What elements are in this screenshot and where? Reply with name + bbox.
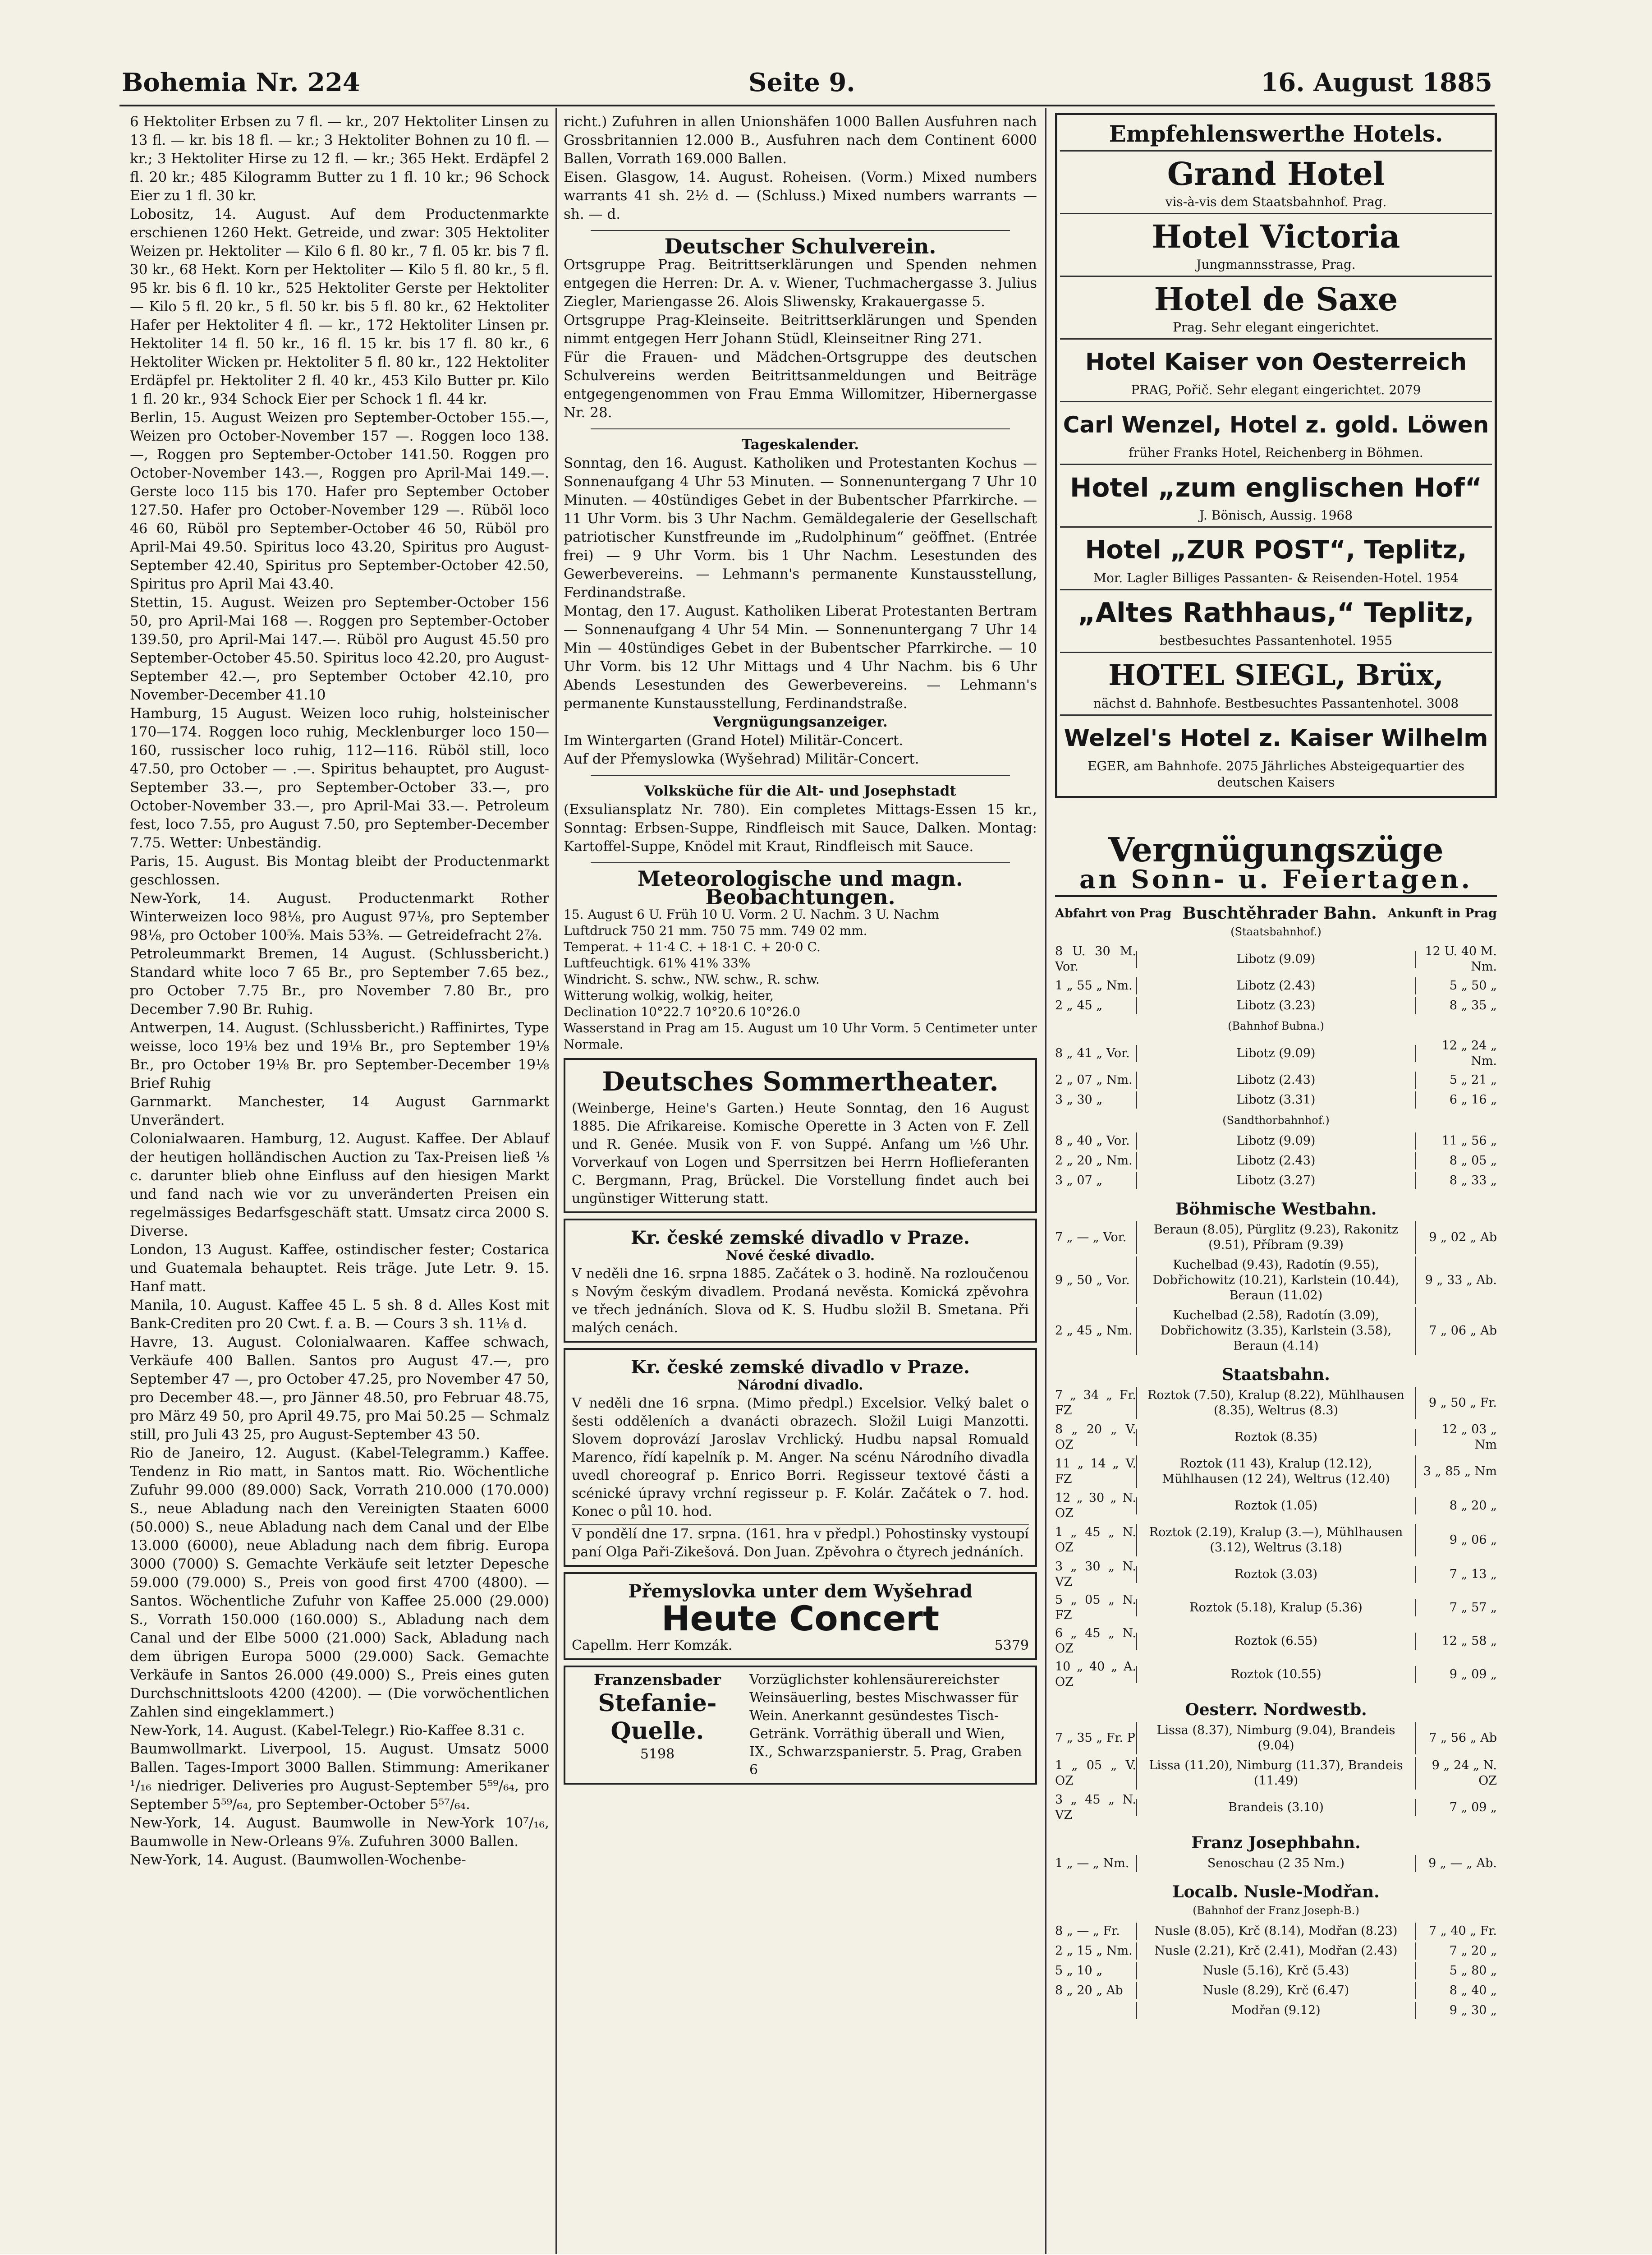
concert-headline: Heute Concert <box>661 1598 940 1638</box>
market-report: New-York, 14. August. Productenmarkt Rother Winterweizen loco 98⅛, pro August 97⅛, pro September 98⅛, pro October 100⅝. Mais 53⅜. — Getreidefracht 2⅞. <box>130 890 549 943</box>
excursion-trains-title: Vergnügungszüge <box>1108 831 1444 870</box>
timetable-section-subtitle: (Staatsbahnhof.) <box>1230 925 1322 938</box>
timetable-departure: 11 „ 14 „ V. FZ <box>1055 1457 1136 1486</box>
timetable-departure: 7 „ 35 „ Fr. P <box>1055 1731 1135 1745</box>
meteorology-row: 15. August 6 U. Früh 10 U. Vorm. 2 U. Nachm. 3 U. Nachm <box>564 907 939 922</box>
timetable-stations: Libotz (9.09) <box>1136 1045 1416 1062</box>
hotel-entry: Hotel de Saxe Prag. Sehr elegant eingerichtet. <box>1060 277 1492 340</box>
timetable-row <box>1055 1491 1497 1521</box>
market-report: Baumwollmarkt. Liverpool, 15. August. Umsatz 5000 Ballen. Tages-Import 3000 Ballen. Stimmung: Amerikaner ¹/₁₆ niedriger. Deliveries pro August-September 5⁵⁹/₆₄, pro September 5⁵⁹/₆₄, pro September-October 5⁵⁷/₆₄. <box>130 1741 549 1813</box>
timetable-row <box>1055 977 1497 994</box>
timetable-departure: 9 „ 50 „ Vor. <box>1055 1273 1130 1287</box>
schulverein-notice: Ortsgruppe Prag. Beitrittserklärungen und Spenden nehmen entgegen die Herren: Dr. A. v. Wiener, Tuchmachergasse 3. Julius Ziegler, Mariengasse 26. Alois Sliwensky, Krakauergasse 5. <box>564 257 1037 310</box>
hotel-entry: Hotel Kaiser von Oesterreich PRAG, Pořič. Sehr elegant eingerichtet. 2079 <box>1060 340 1492 402</box>
timetable-departure: 12 „ 30 „ N. OZ <box>1055 1491 1136 1520</box>
market-report: Paris, 15. August. Bis Montag bleibt der Productenmarkt geschlossen. <box>130 853 549 888</box>
timetable-arrival: 9 „ 50 „ Fr. <box>1428 1396 1497 1410</box>
market-reports-column <box>130 113 549 1869</box>
market-report: Rio de Janeiro, 12. August. (Kabel-Telegramm.) Kaffee. Tendenz in Rio matt, in Santos matt. Rio. Wöchentliche Zufuhr 99.000 (89.000) Sack, Vorrath 210.000 (170.000) S., neue Abladung nach den Vereinigten Staaten 6000 (50.000) S., neue Abladung nach dem Canal und der Elbe 13.000 (6000), neue Abladung nach dem fibrig. Europa 3000 (7000) S. Gemachte Verkäufe seit letzter Depesche 59.000 (79.000) S., Preis von good first 4700 (4800). — Santos. Wöchentliche Zufuhr von Kaffee 25.000 (29.000) S., Vorrath 150.000 (160.000) S., Abladung nach dem Canal und der Elbe 5000 (21.000) Sack, Abladung nach dem übrigen Europa 5000 (29.000) Sack. Gemachte Verkäufe in Santos 26.000 (49.000) S., Preis eines guten Durchschnittsloots 4200 (4200). — (Die vorwöchentlichen Zahlen sind eingeklammert.) <box>130 1445 549 1720</box>
excursion-trains-subtitle: an Sonn- u. Feiertagen. <box>1055 870 1497 897</box>
timetable-stations: Modřan (9.12) <box>1136 2002 1416 2019</box>
header-page-number: Seite 9. <box>748 68 855 97</box>
czech-theatre-text: V neděli dne 16. srpna 1885. Začátek o 3. hodině. Na rozloučenou s Novým českým divadlem. Prodaná nevěsta. Komická zpěvohra ve třech jednáních. Slova od K. S. Hudbu složil B. Smetana. Při malých cenách. <box>572 1266 1029 1336</box>
hotel-entry: HOTEL SIEGL, Brüx, nächst d. Bahnhofe. Bestbesuchtes Passantenhotel. 3008 <box>1060 653 1492 716</box>
timetable-arrival: 7 „ 56 „ Ab <box>1429 1731 1497 1745</box>
timetable-departure: 8 „ 20 „ Ab <box>1055 1983 1123 1997</box>
timetable-stations: Brandeis (3.10) <box>1136 1799 1416 1816</box>
notices-column <box>564 113 1037 1790</box>
timetable-departure: 8 „ 40 „ Vor. <box>1055 1134 1130 1148</box>
timetable-departure: 1 „ 05 „ V. OZ <box>1055 1758 1136 1788</box>
timetable-row <box>1055 1091 1497 1109</box>
market-report: Antwerpen, 14. August. (Schlussbericht.) Raffinirtes, Type weisse, loco 19⅛ bez und 19⅛ Br., pro September 19⅛ Br., pro October 19⅛ Br. pro September-December 19⅛ Brief Ruhig <box>130 1020 549 1091</box>
czech-theatre-ad-1 <box>564 1219 1037 1343</box>
market-report: New-York, 14. August. (Kabel-Telegr.) Rio-Kaffee 8.31 c. <box>130 1722 525 1739</box>
concert-conductor: Capellm. Herr Komzák. <box>572 1638 733 1653</box>
timetable-stations: Libotz (2.43) <box>1136 977 1416 994</box>
timetable-stations: Nusle (8.05), Krč (8.14), Modřan (8.23) <box>1136 1923 1416 1940</box>
timetable-section-title: Böhmische Westbahn. <box>1175 1200 1377 1219</box>
timetable-stations: Libotz (2.43) <box>1136 1152 1416 1169</box>
timetable-row <box>1055 1592 1497 1623</box>
timetable-arrival: 9 „ 06 „ <box>1449 1533 1497 1547</box>
czech-theatre-subtitle: Nové české divadlo. <box>725 1248 875 1264</box>
timetable-arrival: 8 „ 35 „ <box>1449 999 1497 1012</box>
header-paper-name: Bohemia Nr. 224 <box>122 68 360 97</box>
timetable-departure: 8 „ 20 „ V. OZ <box>1055 1422 1136 1452</box>
timetable-departure: 3 „ 07 „ <box>1055 1174 1103 1187</box>
timetable-section-title: Franz Josephbahn. <box>1191 1833 1361 1852</box>
timetable-arrival: 9 „ 33 „ Ab. <box>1425 1273 1497 1287</box>
stefanie-brand-name: Stefanie-Quelle. <box>598 1689 717 1745</box>
czech-theatre-subtitle: Národní divadlo. <box>737 1377 863 1393</box>
market-report: New-York, 14. August. Baumwolle in New-York 10⁷/₁₆, Baumwolle in New-Orleans 9⅞. Zufuhren 3000 Ballen. <box>130 1815 549 1850</box>
column-divider-2 <box>1045 108 1046 2255</box>
timetable-arrival: 7 „ 20 „ <box>1449 1944 1497 1958</box>
timetable-row <box>1055 997 1497 1014</box>
timetable-row <box>1055 1722 1497 1754</box>
timetable-row <box>1055 1962 1497 1979</box>
timetable-section-subtitle: (Bahnhof der Franz Joseph-B.) <box>1193 1904 1359 1917</box>
timetable-stations: Beraun (8.05), Pürglitz (9.23), Rakonitz (9.51), Příbram (9.39) <box>1136 1221 1416 1254</box>
market-report: Havre, 13. August. Colonialwaaren. Kaffee schwach, Verkäufe 400 Ballen. Santos pro August 47.—, pro September 47 —, pro October 47.25, pro November 47 50, pro December 48.—, pro Jänner 48.50, pro Februar 48.75, pro März 49 50, pro April 49.75, pro Mai 50.25 — Schmalz still, pro Juli 43 25, pro August-September 43 50. <box>130 1334 549 1443</box>
timetable-row <box>1055 1626 1497 1657</box>
timetable-arrival: 8 „ 33 „ <box>1449 1174 1497 1187</box>
timetable-arrival: 5 „ 21 „ <box>1449 1073 1497 1087</box>
timetable-stations: Libotz (3.27) <box>1136 1172 1416 1189</box>
hotel-entry: „Altes Rathhaus,“ Teplitz, bestbesuchtes Passantenhotel. 1955 <box>1060 590 1492 653</box>
divider <box>591 230 1010 231</box>
timetable-stations: Roztok (6.55) <box>1136 1633 1416 1650</box>
vergnuegung-entry: Auf der Přemyslowka (Wyšehrad) Militär-Concert. <box>564 751 919 767</box>
timetable-section-title: Oesterr. Nordwestb. <box>1185 1700 1367 1719</box>
timetable-stations: Nusle (2.21), Krč (2.41), Modřan (2.43) <box>1136 1942 1416 1960</box>
czech-theatre-title: Kr. české zemské divadlo v Praze. <box>631 1357 970 1378</box>
timetable-stations: Roztok (10.55) <box>1136 1666 1416 1683</box>
timetable-stations: Libotz (2.43) <box>1136 1072 1416 1089</box>
market-report: Lobositz, 14. August. Auf dem Productenmarkte erschienen 1260 Hekt. Getreide, und zwar: 305 Hektoliter Weizen pr. Hektoliter — Kilo 6 fl. 80 kr., 7 fl. 05 kr. bis 7 fl. 30 kr., 68 Hekt. Korn per Hektoliter — Kilo 5 fl. 80 kr., 5 fl. 95 kr. bis 6 fl. 10 kr., 525 Hektoliter Gerste per Hektoliter — Kilo 5 fl. 20 kr., 5 fl. 50 kr. bis 5 fl. 80 kr., 62 Hektoliter Hafer per Hektoliter 4 fl. — kr., 172 Hektoliter Linsen pr. Hektoliter 14 fl. 50 kr., 16 fl. 15 kr. bis 17 fl. 80 kr., 6 Hektoliter Wicken pr. Hektoliter 5 fl. 80 kr., 122 Hektoliter Erdäpfel pr. Hektoliter 2 fl. 40 kr., 453 Kilo Butter pr. Kilo 1 fl. 20 kr., 934 Schock Eier per Schock 1 fl. 44 kr. <box>130 206 549 407</box>
glasgow-iron-report: Eisen. Glasgow, 14. August. Roheisen. (Vorm.) Mixed numbers warrants 41 sh. 2½ d. — (Schluss.) Mixed numbers warrants — sh. — d. <box>564 169 1037 222</box>
timetable-stations: Roztok (11 43), Kralup (12.12), Mühlhausen (12 24), Weltrus (12.40) <box>1136 1455 1416 1488</box>
timetable-stations: Nusle (5.16), Krč (5.43) <box>1136 1962 1416 1979</box>
vergnuegung-title: Vergnügungsanzeiger. <box>713 714 888 730</box>
tageskalender-entry: Sonntag, den 16. August. Katholiken und Protestanten Kochus — Sonnenaufgang 4 Uhr 53 Minuten. — Sonnenuntergang 7 Uhr 10 Minuten. — 40stündiges Gebet in der Bubentscher Pfarrkirche. — 11 Uhr Vorm. bis 3 Uhr Nachm. Gemäldegalerie der Gesellschaft patriotischer Kunstfreunde im „Rudolphinum“ geöffnet. (Entrée frei) — 9 Uhr Vorm. bis 1 Uhr Nachm. Lesestunden des Gewerbevereins. — Lehmann's permanente Kunstausstellung, Ferdinandstraße. <box>564 455 1037 601</box>
vergnuegung-entry: Im Wintergarten (Grand Hotel) Militär-Concert. <box>564 732 904 749</box>
timetable-row <box>1055 2002 1497 2019</box>
timetable-section-subtitle: (Sandthorbahnhof.) <box>1222 1114 1330 1127</box>
market-report: 6 Hektoliter Erbsen zu 7 fl. — kr., 207 Hektoliter Linsen zu 13 fl. — kr. bis 18 fl. — kr.; 3 Hektoliter Bohnen zu 10 fl. — kr.; 3 Hektoliter Hirse zu 12 fl. — kr.; 365 Hekt. Erdäpfel 2 fl. 20 kr.; 485 Kilogramm Butter zu 1 fl. 10 kr.; 96 Schock Eier zu 1 fl. 30 kr. <box>130 114 549 204</box>
timetable-departure: 8 „ — „ Fr. <box>1055 1924 1120 1938</box>
stefanie-brand-prefix: Franzensbader <box>593 1671 721 1689</box>
timetable-arrival: 12 U. 40 M. Nm. <box>1425 944 1497 974</box>
timetable-stations: Kuchelbad (2.58), Radotín (3.09), Dobřichowitz (3.35), Karlstein (3.58), Beraun (4.14) <box>1136 1307 1416 1355</box>
timetable-departure: 2 „ 07 „ Nm. <box>1055 1073 1133 1087</box>
timetable-stations: Libotz (9.09) <box>1136 951 1416 968</box>
timetable-departure: 1 „ 55 „ Nm. <box>1055 979 1133 993</box>
timetable-departure: 8 U. 30 M. Vor. <box>1055 944 1136 974</box>
stefanie-description: Vorzüglichster kohlensäurereichster Weinsäuerling, bestes Mischwasser für Wein. Anerkannt gesündestes Tisch-Getränk. Vorräthig überall und Wien, IX., Schwarzspanierstr. 5. Prag, Graben 6 <box>749 1672 1022 1778</box>
timetable-arrival: 8 „ 05 „ <box>1449 1154 1497 1168</box>
timetable-row <box>1055 1256 1497 1304</box>
hotel-entry: Hotel „ZUR POST“, Teplitz, Mor. Lagler Billiges Passanten- & Reisenden-Hotel. 1954 <box>1060 528 1492 590</box>
timetable-row <box>1055 1855 1497 1872</box>
timetable-row <box>1055 1072 1497 1089</box>
timetable-arrival: 3 „ 85 „ Nm <box>1423 1464 1497 1478</box>
market-report: London, 13 August. Kaffee, ostindischer fester; Costarica und Guatemala behauptet. Reis träge. Jute Letr. 9. 15. Hanf matt. <box>130 1242 549 1295</box>
sommertheater-ad <box>564 1058 1037 1213</box>
czech-theatre-text: V pondělí dne 17. srpna. (161. hra v předpl.) Pohostinsky vystoupí paní Olga Paři-Zikešová. Don Juan. Zpěvohra o čtyrech jednáních. <box>572 1524 1029 1561</box>
market-report: Berlin, 15. August Weizen pro September-October 155.—, Weizen pro October-November 157 —. Roggen loco 138.—, Roggen pro September-October 141.50. Roggen pro October-November 143.—, Roggen pro April-Mai 149.—. Gerste loco 115 bis 170. Hafer pro September October 127.50. Hafer pro October-November 129 —. Rüböl loco 46 60, Rüböl pro September-October 46 50, Rüböl pro April-Mai 49.50. Spiritus loco 43.20, Spiritus pro August-September 42.40, Spiritus pro September-October 42.50, Spiritus pro April Mai 43.40. <box>130 410 549 592</box>
market-report: Petroleummarkt Bremen, 14 August. (Schlussbericht.) Standard white loco 7 65 Br., pro September 7.65 bez., pro October 7.75 Br., pro November 7.80 Br., pro December 7.90 Br. Ruhig. <box>130 946 549 1017</box>
timetable-row <box>1055 1387 1497 1419</box>
timetable-arrival: 7 „ 13 „ <box>1449 1567 1497 1581</box>
timetable-departure: 2 „ 45 „ Nm. <box>1055 1324 1133 1338</box>
tageskalender-entry: Montag, den 17. August. Katholiken Liberat Protestanten Bertram — Sonnenaufgang 4 Uhr 54 Min. — Sonnenuntergang 7 Uhr 14 Min — 40stündiges Gebet in der Bubentscher Pfarrkirche. — 10 Uhr Vorm. bis 12 Uhr Mittags und 4 Uhr Nachm. bis 6 Uhr Abends Lesestunden des Gewerbevereins. — Lehmann's permanente Kunstausstellung, Ferdinandstraße. <box>564 603 1037 712</box>
meteorology-row: Declination 10°22.7 10°20.6 10°26.0 <box>564 1004 801 1019</box>
market-report: Garnmarkt. Manchester, 14 August Garnmarkt Unverändert. <box>130 1094 549 1128</box>
meteorology-row: Wasserstand in Prag am 15. August um 10 Uhr Vorm. 5 Centimeter unter Normale. <box>564 1021 1037 1052</box>
tageskalender-title: Tageskalender. <box>741 437 859 453</box>
timetable-arrival: 7 „ 09 „ <box>1449 1800 1497 1814</box>
timetable-departure: 5 „ 10 „ <box>1055 1964 1103 1978</box>
timetable-row <box>1055 1307 1497 1355</box>
timetable <box>1055 923 1497 2019</box>
header-date: 16. August 1885 <box>1261 68 1492 97</box>
timetable-stations: Roztok (2.19), Kralup (3.—), Mühlhausen (3.12), Weltrus (3.18) <box>1136 1524 1416 1556</box>
meteorology-row: Windricht. S. schw., NW. schw., R. schw. <box>564 972 820 987</box>
hotel-entry: Carl Wenzel, Hotel z. gold. Löwen früher Franks Hotel, Reichenberg in Böhmen. <box>1060 402 1492 465</box>
premyslovka-ad <box>564 1572 1037 1660</box>
timetable-row <box>1055 1942 1497 1960</box>
timetable-departure: 10 „ 40 „ A. OZ <box>1055 1660 1136 1689</box>
timetable-row <box>1055 1172 1497 1189</box>
divider <box>591 862 1010 863</box>
hotel-entry: Hotel Victoria Jungmannsstrasse, Prag. <box>1060 214 1492 277</box>
meteorology-row: Luftfeuchtigk. 61% 41% 33% <box>564 956 751 971</box>
timetable-arrival: 12 „ 24 „ Nm. <box>1441 1039 1497 1068</box>
timetable-arrival: 8 „ 40 „ <box>1449 1983 1497 1997</box>
timetable-arrival: 9 „ 09 „ <box>1449 1667 1497 1681</box>
timetable-departure: 2 „ 15 „ Nm. <box>1055 1944 1133 1958</box>
czech-theatre-ad-2 <box>564 1348 1037 1567</box>
timetable-arrival: 5 „ 50 „ <box>1449 979 1497 993</box>
timetable-arrival: 12 „ 03 „ Nm <box>1441 1422 1497 1452</box>
volkskueche-menu: (Exsuliansplatz Nr. 780). Ein completes Mittags-Essen 15 kr., Sonntag: Erbsen-Suppe, Rindfleisch mit Sauce, Dalken. Montag: Kartoffel-Suppe, Knödel mit Kraut, Rindfleisch mit Sauce. <box>564 801 1037 855</box>
timetable-departure-label: Abfahrt von Prag <box>1055 907 1172 920</box>
timetable-section-title: Localb. Nusle-Modřan. <box>1172 1882 1380 1901</box>
page-header <box>122 68 1492 104</box>
timetable-arrival: 5 „ 80 „ <box>1449 1964 1497 1978</box>
cotton-report-continued: richt.) Zufuhren in allen Unionshäfen 1000 Ballen Ausfuhren nach Grossbritannien 12.000 B., Ausfuhren nach dem Continent 6000 Ballen, Vorrath 169.000 Ballen. <box>564 114 1037 167</box>
sommertheater-text: (Weinberge, Heine's Garten.) Heute Sonntag, den 16 August 1885. Die Afrikareise. Komische Operette in 3 Acten von F. Zell und R. Genée. Musik von F. von Suppé. Anfang um ½6 Uhr. Vorverkauf von Logen und Sperrsitzen bei Herrn Hoflieferanten C. Bergmann, Prag, Brückel. Die Vorstellung findet auch bei ungünstiger Witterung statt. <box>572 1100 1029 1206</box>
timetable-arrival: 6 „ 16 „ <box>1449 1093 1497 1107</box>
timetable-stations: Kuchelbad (9.43), Radotín (9.55), Dobřichowitz (10.21), Karlstein (10.44), Beraun (11.02) <box>1136 1256 1416 1304</box>
timetable-arrival: 7 „ 57 „ <box>1449 1601 1497 1615</box>
timetable-departure: 6 „ 45 „ N. OZ <box>1055 1626 1136 1656</box>
schulverein-notice: Für die Frauen- und Mädchen-Ortsgruppe des deutschen Schulvereins werden Beitrittsanmeldungen und Beiträge entgegengenommen von Frau Emma Willomitzer, Hibernergasse Nr. 28. <box>564 349 1037 421</box>
timetable-section-title: Staatsbahn. <box>1222 1365 1330 1384</box>
premyslovka-title: Přemyslovka unter dem Wyšehrad <box>628 1581 973 1602</box>
hotel-directory <box>1055 113 1497 798</box>
ad-number: 5379 <box>994 1638 1029 1653</box>
czech-theatre-title: Kr. české zemské divadlo v Praze. <box>631 1227 970 1248</box>
timetable-arrival-label: Ankunft in Prag <box>1387 907 1497 920</box>
timetable-arrival: 11 „ 56 „ <box>1441 1134 1497 1148</box>
timetable-stations: Lissa (8.37), Nimburg (9.04), Brandeis (9.04) <box>1136 1722 1416 1754</box>
timetable-departure: 3 „ 30 „ <box>1055 1093 1103 1107</box>
timetable-row <box>1055 1659 1497 1690</box>
market-report: Stettin, 15. August. Weizen pro September-October 156 50, pro April-Mai 168 —. Roggen pro September-October 139.50, pro April-Mai 147.—. Rüböl pro August 45.50 pro September-October 45.50. Spiritus loco 42.20, pro August-September 42.—, pro September October 42.10, pro November-December 41.10 <box>130 594 549 703</box>
divider <box>591 775 1010 776</box>
schulverein-title: Deutscher Schulverein. <box>664 234 936 258</box>
timetable-row <box>1055 1221 1497 1254</box>
timetable-arrival: 9 „ 24 „ N. OZ <box>1432 1758 1497 1788</box>
hotel-directory-header: Empfehlenswerthe Hotels. <box>1060 118 1492 152</box>
sommertheater-title: Deutsches Sommertheater. <box>602 1066 999 1097</box>
timetable-row <box>1055 944 1497 975</box>
schulverein-notice: Ortsgruppe Prag-Kleinseite. Beitrittserklärungen und Spenden nimmt entgegen Herr Johann Stüdl, Kleinseitner Ring 271. <box>564 312 1037 347</box>
timetable-arrival: 9 „ 02 „ Ab <box>1429 1230 1497 1244</box>
timetable-stations: Libotz (3.31) <box>1136 1091 1416 1109</box>
timetable-departure: 5 „ 05 „ N. FZ <box>1055 1593 1136 1622</box>
volkskueche-title: Volksküche für die Alt- und Josephstadt <box>644 783 956 799</box>
timetable-departure: 8 „ 41 „ Vor. <box>1055 1046 1130 1060</box>
timetable-stations: Roztok (8.35) <box>1136 1429 1416 1446</box>
header-rule <box>119 105 1495 106</box>
market-report: Manila, 10. August. Kaffee 45 L. 5 sh. 8 d. Alles Kost mit Bank-Crediten pro 20 Cwt. f. a. B. — Cours 3 sh. 11⅛ d. <box>130 1297 549 1332</box>
timetable-departure: 3 „ 45 „ N. VZ <box>1055 1793 1136 1822</box>
timetable-row <box>1055 1982 1497 1999</box>
timetable-row <box>1055 1757 1497 1790</box>
timetable-header <box>1055 904 1497 923</box>
hotel-entry: Hotel „zum englischen Hof“ J. Bönisch, Aussig. 1968 <box>1060 465 1492 528</box>
meteorology-title: Meteorologische und magn. Beobachtungen. <box>638 866 963 909</box>
timetable-stations: Lissa (11.20), Nimburg (11.37), Brandeis (11.49) <box>1136 1757 1416 1790</box>
timetable-stations: Nusle (8.29), Krč (6.47) <box>1136 1982 1416 1999</box>
timetable-row <box>1055 1455 1497 1488</box>
timetable-railway-name: Buschtěhrader Bahn. <box>1182 904 1377 923</box>
czech-theatre-text: V neděli dne 16 srpna. (Mimo předpl.) Excelsior. Velký balet o šesti odděleních a dvanácti obrazech. Složil Luigi Manzotti. Slovem doprovází Jaroslav Vrchlický. Hudbu napsal Romuald Marenco, řídí kapelník p. M. Anger. Na scénu Národního divadla uvedl choreograf p. Enrico Borri. Regisseur textové části a scénické úpravy vrchní regisseur p. F. Kolár. Začátek o 7. hod. Konec o půl 10. hod. <box>572 1395 1029 1519</box>
market-report: Hamburg, 15 August. Weizen loco ruhig, holsteinischer 170—174. Roggen loco ruhig, Mecklenburger loco 150—160, russischer loco ruhig, 112—116. Rüböl still, loco 47.50, pro October — .—. Spiritus behauptet, pro August-September 33.—, pro September-October 33.—, pro October-November 33.—, pro April-Mai 33.—. Petroleum fest, loco 7.55, pro August 7.50, pro September-December 7.75. Wetter: Unbeständig. <box>130 705 549 851</box>
timetable-departure: 2 „ 20 „ Nm. <box>1055 1154 1133 1168</box>
ad-number: 5198 <box>640 1746 675 1762</box>
hotel-entry: Welzel's Hotel z. Kaiser Wilhelm EGER, am Bahnhofe. 2075 Jährliches Absteigequartier des deutschen Kaisers <box>1064 725 1488 790</box>
timetable-departure: 2 „ 45 „ <box>1055 999 1103 1012</box>
timetable-departure: 7 „ — „ Vor. <box>1055 1230 1127 1244</box>
timetable-section-subtitle: (Bahnhof Bubna.) <box>1228 1020 1324 1032</box>
timetable-stations: Libotz (9.09) <box>1136 1132 1416 1150</box>
hotels-and-trains-column <box>1055 113 1497 2022</box>
timetable-arrival: 7 „ 06 „ Ab <box>1429 1324 1497 1338</box>
stefanie-quelle-ad <box>564 1666 1037 1785</box>
timetable-arrival: 9 „ 30 „ <box>1449 2003 1497 2017</box>
timetable-stations: Roztok (3.03) <box>1136 1566 1416 1583</box>
timetable-departure: 3 „ 30 „ N. VZ <box>1055 1560 1136 1589</box>
timetable-stations: Roztok (1.05) <box>1136 1497 1416 1514</box>
column-divider-1 <box>555 108 557 2255</box>
timetable-stations: Roztok (7.50), Kralup (8.22), Mühlhausen (8.35), Weltrus (8.3) <box>1136 1387 1416 1419</box>
timetable-stations: Libotz (3.23) <box>1136 997 1416 1014</box>
market-report: New-York, 14. August. (Baumwollen-Wochenbe- <box>130 1852 466 1868</box>
timetable-row <box>1055 1792 1497 1823</box>
timetable-departure: 7 „ 34 „ Fr. FZ <box>1055 1388 1136 1417</box>
timetable-arrival: 9 „ — „ Ab. <box>1428 1856 1497 1870</box>
meteorology-row: Luftdruck 750 21 mm. 750 75 mm. 749 02 mm. <box>564 923 867 938</box>
timetable-row <box>1055 1559 1497 1590</box>
divider <box>591 428 1010 429</box>
timetable-row <box>1055 1152 1497 1169</box>
timetable-arrival: 7 „ 40 „ Fr. <box>1428 1924 1497 1938</box>
market-report: Colonialwaaren. Hamburg, 12. August. Kaffee. Der Ablauf der heutigen holländischen Auction zu Tax-Preisen ließ ⅛ c. darunter blieb ohne Einfluss auf den hiesigen Markt und fand nach wie vor zu unveränderten Preisen ein regelmässiges Bedarfsgeschäft statt. Umsatz circa 2000 S. Diverse. <box>130 1131 549 1239</box>
timetable-row <box>1055 1422 1497 1453</box>
timetable-arrival: 8 „ 20 „ <box>1449 1499 1497 1513</box>
timetable-row <box>1055 1038 1497 1069</box>
timetable-row <box>1055 1132 1497 1150</box>
timetable-arrival: 12 „ 58 „ <box>1441 1634 1497 1648</box>
timetable-departure: 1 „ — „ Nm. <box>1055 1856 1129 1870</box>
timetable-row <box>1055 1923 1497 1940</box>
meteorology-row: Witterung wolkig, wolkig, heiter, <box>564 988 774 1003</box>
meteorology-row: Temperat. + 11·4 C. + 18·1 C. + 20·0 C. <box>564 939 821 954</box>
timetable-stations: Roztok (5.18), Kralup (5.36) <box>1136 1599 1416 1616</box>
hotel-entry: Grand Hotel vis-à-vis dem Staatsbahnhof. Prag. <box>1060 152 1492 214</box>
timetable-stations: Senoschau (2 35 Nm.) <box>1136 1855 1416 1872</box>
timetable-row <box>1055 1524 1497 1556</box>
timetable-departure: 1 „ 45 „ N. OZ <box>1055 1525 1136 1555</box>
